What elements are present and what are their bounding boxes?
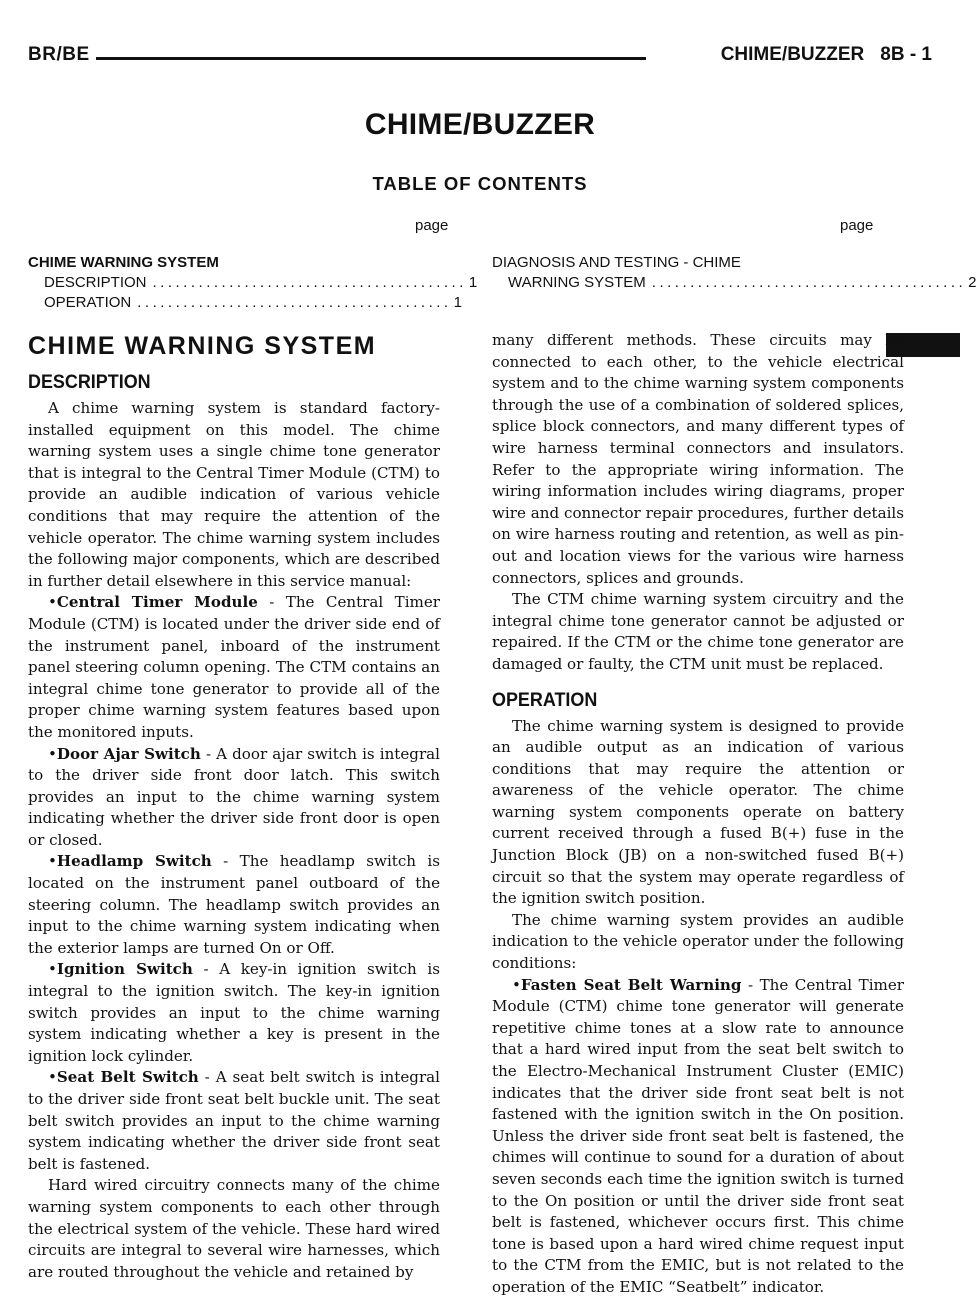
toc-title: TABLE OF CONTENTS <box>372 173 588 194</box>
description-ctm-paragraph: The CTM chime warning system circuitry and the integral chime tone generator cannot be adjusted or repaired. If the CTM or the chime tone generator are damaged or faulty, the CTM unit must be replaced. <box>492 590 904 673</box>
toc-page-label-left: page <box>415 217 449 234</box>
bullet-fasten-seat-belt-warning: •Fasten Seat Belt Warning - The Central Timer Module (CTM) chime tone generator will generate repetitive chime tones at a slow rate to announce that a hard wired input from the seat belt switch to the Electro-Mechanical Instrument Cluster (EMIC) indicates that the driver side front seat belt is not fastened with the ignition switch in the On position. Unless the driver side front seat belt is fastened, the chimes will continue to sound for a duration of about seven seconds each time the ignition switch is turned to the On position or until the driver side front seat belt is fastened, whichever occurs first. This chime tone is based upon a hard wired chime request input to the CTM from the EMIC, but is not related to the operation of the EMIC “Seatbelt” indicator. <box>492 975 904 1296</box>
bullet-central-timer-module: •Central Timer Module - The Central Timer Module (CTM) is located under the driver side end of the instrument panel, inboard of the instrument panel steering column opening. The CTM contains an integral chime tone generator to provide all of the proper chime warning system features based upon the monitored inputs. <box>28 593 440 741</box>
toc-page-label-right: page <box>840 217 874 234</box>
left-column <box>28 330 440 1283</box>
description-hardwired-paragraph: Hard wired circuitry connects many of the chime warning system components to each other through the electrical system of the vehicle. These hard wired circuits are integral to several wire harnesses, which are routed throughout the vehicle and retained by <box>28 1176 440 1281</box>
header-right <box>721 44 932 66</box>
bullet-headlamp-switch: •Headlamp Switch - The headlamp switch is located on the instrument panel outboard of the steering column. The headlamp switch provides an input to the chime warning system indicating when the exterior lamps are turned On or Off. <box>28 852 440 957</box>
header-page-number: 8B - 1 <box>880 44 932 65</box>
toc-entry-operation[interactable]: OPERATION ......................................... 1 <box>44 294 462 311</box>
header-model: BR/BE <box>28 44 90 65</box>
header-section: CHIME/BUZZER <box>720 44 865 65</box>
system-heading: CHIME WARNING SYSTEM <box>28 332 377 360</box>
description-heading: DESCRIPTION <box>28 371 151 393</box>
page-title: CHIME/BUZZER <box>364 108 596 141</box>
description-hardwired-continued: many different methods. These circuits may be connected to each other, to the vehicle electrical system and to the chime warning system components through the use of a combination of soldered splices, splice block connectors, and many different types of wire harness terminal connectors and insulators. Refer to the appropriate wiring information. The wiring information includes wiring diagrams, proper wire and connector repair procedures, further details on wire harness routing and retention, as well as pin-out and location views for the various wire harness connectors, splices and grounds. <box>492 331 904 587</box>
operation-paragraph-2: The chime warning system provides an audible indication to the vehicle operator under the following conditions: <box>492 910 904 973</box>
toc-entry-diagnosis[interactable]: WARNING SYSTEM ......................................... 2 <box>508 274 977 291</box>
header-rule <box>96 57 646 60</box>
toc-entry-diagnosis-line1[interactable]: DIAGNOSIS AND TESTING - CHIME <box>492 254 741 271</box>
toc-right-column <box>492 253 977 293</box>
operation-heading: OPERATION <box>492 688 598 711</box>
operation-paragraph-1: The chime warning system is designed to provide an audible output as an indication of various conditions that may require the attention or awareness of the vehicle operator. The chime warning system components operate on battery current received through a fused B(+) fuse in the Junction Block (JB) on a non-switched fused B(+) circuit so that the system may operate regardless of the ignition switch position. <box>492 716 904 908</box>
toc-group-heading: CHIME WARNING SYSTEM <box>28 254 219 271</box>
toc-left-column <box>28 253 478 313</box>
bullet-seat-belt-switch: •Seat Belt Switch - A seat belt switch is integral to the driver side front seat belt buckle unit. The seat belt switch provides an input to the chime warning system indicating whether the driver side front seat belt is fastened. <box>28 1068 440 1173</box>
right-column <box>492 330 904 1299</box>
toc-entry-description[interactable]: DESCRIPTION ......................................... 1 <box>44 274 478 291</box>
bullet-door-ajar-switch: •Door Ajar Switch - A door ajar switch is integral to the driver side front door latch. This switch provides an input to the chime warning system indicating whether the driver side front door is open or closed. <box>28 744 440 849</box>
description-intro: A chime warning system is standard factory-installed equipment on this model. The chime warning system uses a single chime tone generator that is integral to the Central Timer Module (CTM) to provide an audible indication of various vehicle conditions that may require the attention of the vehicle operator. The chime warning system includes the following major components, which are described in further detail elsewhere in this service manual: <box>28 399 440 590</box>
bullet-ignition-switch: •Ignition Switch - A key-in ignition switch is integral to the ignition switch. The key-in ignition switch provides an input to the chime warning system indicating whether a key is present in the ignition lock cylinder. <box>28 960 440 1065</box>
page-header <box>28 44 932 70</box>
